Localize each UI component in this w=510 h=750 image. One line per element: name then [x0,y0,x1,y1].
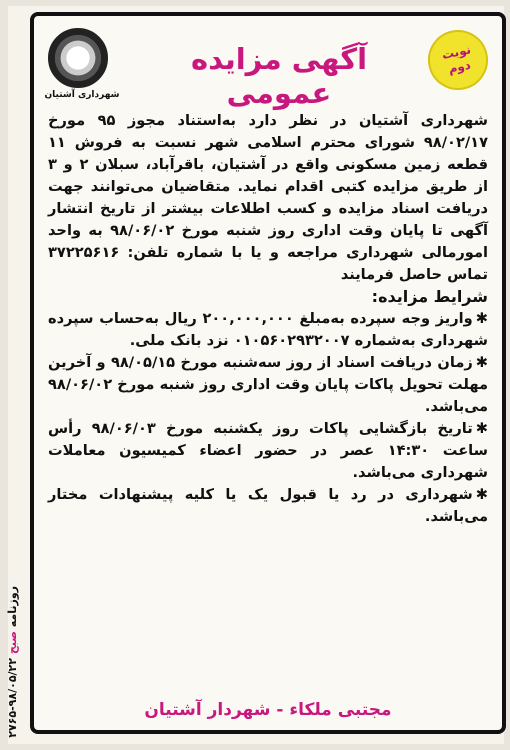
newspaper-side-caption [6,586,26,738]
condition-item [48,418,488,484]
announcement-header [34,16,502,110]
newspaper-clipping [8,6,504,744]
logo-caption: شهرداری آشتیان [44,90,120,100]
bullet-icon: ✱ [475,486,488,503]
bullet-icon: ✱ [475,354,488,371]
side-label: روزنامه [6,586,19,628]
intro-text: در نظر دارد به‌استناد مجوز ۹۵ مورخ ۹۸/۰۲/۱۷ شورای محترم اسلامی شهر نسبت به فروش ۱۱ قطعه زمین مسکونی واقع در آشتیان، باقرآباد، سبلان ۲ و ۳ از طریق مزایده کتبی اقدام نماید. متقاضیان می‌توانند جهت دریافت اسناد مزایده و کسب اطلاعات بیشتر از تاریخ انتشار آگهی تا پایان وقت اداری روز شنبه مورخ ۹۸/۰۶/۰۲ به واحد امورمالی شهرداری مراجعه و یا با شماره تلفن: ۳۷۲۲۵۶۱۶ تماس حاصل فرمایند [48,112,489,283]
announcement-frame [30,12,506,734]
announcement-body [48,110,488,528]
condition-item [48,352,488,418]
conditions-title: شرایط مزایده: [371,287,488,306]
condition-item [48,484,488,528]
municipality-logo-icon [48,28,108,88]
condition-text: تاریخ بازگشایی پاکات روز یکشنبه مورخ ۹۸/۰۶/۰۳ رأس ساعت ۱۴:۳۰ عصر در حضور اعضاء کمیسیون معاملات شهرداری می‌باشد. [48,420,488,481]
bullet-icon: ✱ [475,420,489,437]
badge-line-1: نوبت [440,42,473,63]
condition-text: شهرداری در رد یا قبول یک یا کلیه پیشنهادات مختار می‌باشد. [48,486,488,525]
intro-lead: شهرداری آشتیان [358,112,488,129]
bullet-icon: ✱ [475,310,488,327]
intro-paragraph [48,110,488,286]
round-badge [422,24,493,95]
condition-text: زمان دریافت اسناد از روز سه‌شنبه مورخ ۹۸/۰۵/۱۵ و آخرین مهلت تحویل پاکات پایان وقت اداری روز شنبه مورخ ۹۸/۰۶/۰۲ می‌باشد. [48,354,488,415]
side-brand: صبح [6,631,19,655]
signature: مجتبی ملکاء - شهردار آشتیان [144,700,392,720]
condition-text: واریز وجه سپرده به‌مبلغ ۲۰۰,۰۰۰,۰۰۰ ریال به‌حساب سپرده شهرداری به‌شماره ۰۱۰۵۶۰۲۹۳۲۰۰۷ نزد بانک ملی. [48,310,488,349]
badge-line-2: دوم [447,57,472,77]
side-number: ۹۸/۰۵/۲۲-۲۷۶۵ [6,658,19,738]
announcement-title: آگهی مزایده عمومی [190,42,368,110]
condition-item [48,308,488,352]
